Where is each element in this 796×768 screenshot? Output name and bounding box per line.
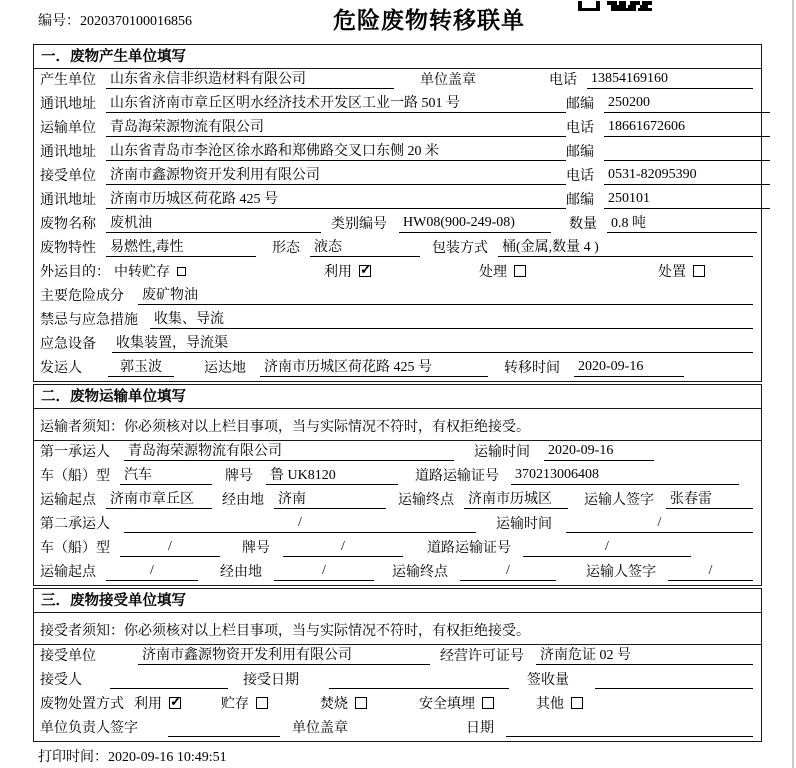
road-license2-label: 道路运输证号 (427, 541, 511, 556)
emergency-equipment-row (34, 333, 761, 357)
signed-amount-value (595, 671, 753, 689)
use-checkbox-icon (359, 265, 371, 277)
sign-date-value (506, 719, 753, 737)
hazard-value: 废矿物油 (138, 284, 753, 305)
transporter-address-value: 山东省青岛市李沧区徐水路和郑佛路交叉口东侧 20 米 (106, 140, 566, 161)
route1-end-value: 济南市历城区 (464, 488, 568, 509)
road-license1-label: 道路运输证号 (415, 469, 499, 484)
disposal-incinerate-checkbox-icon (355, 697, 367, 709)
producer-value: 山东省永信非织造材料有限公司 (106, 68, 394, 89)
disposal-option-landfill: 安全填埋 (419, 693, 494, 713)
vehicle2-label: 车（船）型 (40, 541, 110, 556)
section3-title: 三．废物接受单位填写 (34, 589, 761, 613)
producer-address-label: 通讯地址 (40, 97, 96, 112)
vehicle2-row (34, 537, 761, 561)
route2-sign-label: 运输人签字 (586, 565, 656, 580)
sign-date-label: 日期 (466, 721, 494, 736)
transfer-time-label: 转移时间 (504, 361, 560, 376)
treat-checkbox-icon (514, 265, 526, 277)
receiver-row (34, 165, 761, 189)
page-edge-line (792, 0, 794, 768)
disposal-label: 废物处置方式 (40, 697, 124, 712)
signature-row (34, 717, 761, 741)
carrier1-value: 青岛海荣源物流有限公司 (124, 440, 454, 461)
receive-notice-text: 接受者须知：你必须核对以上栏目事项，当与实际情况不符时，有权拒绝接受。 (40, 623, 530, 639)
route2-via-label: 经由地 (220, 565, 262, 580)
transport-notice-text: 运输者须知：你必须核对以上栏目事项，当与实际情况不符时，有权拒绝接受。 (40, 419, 530, 435)
emergency-measures-value: 收集、导流 (150, 308, 753, 329)
route2-start-value: / (106, 563, 198, 581)
route2-end-value: / (460, 563, 556, 581)
carrier1-time-value: 2020-09-16 (544, 443, 654, 461)
responsible-signature-value (168, 719, 280, 737)
carrier2-label: 第二承运人 (40, 517, 110, 532)
carrier1-time-label: 运输时间 (474, 445, 530, 460)
producer-zip-label: 邮编 (566, 97, 594, 112)
purpose-option-use: 利用 ✓ (324, 261, 371, 281)
emergency-measures-label: 禁忌与应急措施 (40, 313, 138, 328)
route1-via-label: 经由地 (222, 493, 264, 508)
producer-address-row (34, 93, 761, 117)
waste-property-value: 易燃性,毒性 (106, 236, 256, 257)
document-header (0, 0, 796, 42)
route2-sign-value: / (668, 563, 753, 581)
acceptor-row (34, 669, 761, 693)
carrier1-row (34, 441, 761, 465)
route2-start-label: 运输起点 (40, 565, 96, 580)
destination-label: 运达地 (204, 361, 246, 376)
transporter-address-row (34, 141, 761, 165)
disposal-store-checkbox-icon (256, 697, 268, 709)
emergency-equipment-value: 收集装置，导流渠 (112, 332, 753, 353)
print-time-value: 2020-09-16 10:49:51 (108, 750, 227, 765)
disposal-option-use: 利用 ✓ (134, 693, 181, 713)
carrier2-time-label: 运输时间 (496, 517, 552, 532)
carrier2-value: / (124, 515, 476, 533)
waste-property-row (34, 237, 761, 261)
serial-label: 编号： (38, 14, 80, 29)
producer-zip-value: 250200 (604, 95, 770, 113)
acceptor-label: 接受人 (40, 673, 82, 688)
section-receive (33, 588, 762, 742)
transporter-value: 青岛海荣源物流有限公司 (106, 116, 566, 137)
plate2-label: 牌号 (242, 541, 270, 556)
transporter-zip-value (604, 143, 770, 161)
manifest-table (33, 44, 762, 744)
plate1-label: 牌号 (225, 469, 253, 484)
accept-date-label: 接受日期 (243, 673, 299, 688)
disposal-option-incinerate: 焚烧 (320, 693, 367, 713)
print-time (38, 746, 227, 766)
packing-label: 包装方式 (432, 241, 488, 256)
route1-sign-label: 运输人签字 (584, 493, 654, 508)
receive-unit-value: 济南市鑫源物资开发利用有限公司 (138, 644, 430, 665)
waste-category-label: 类别编号 (331, 217, 387, 232)
seal-label: 单位盖章 (420, 73, 476, 88)
waste-name-label: 废物名称 (40, 217, 96, 232)
transporter-phone-label: 电话 (566, 121, 594, 136)
waste-category-value: HW08(900-249-08) (399, 215, 551, 233)
route1-end-label: 运输终点 (398, 493, 454, 508)
plate1-value: 鲁 UK8120 (266, 464, 398, 485)
carrier2-time-value: / (566, 515, 753, 533)
disposal-other-checkbox-icon (571, 697, 583, 709)
transport-notice-row (34, 409, 761, 441)
responsible-signature-label: 单位负责人签字 (40, 721, 138, 736)
producer-address-value: 山东省济南市章丘区明水经济技术开发区工业一路 501 号 (106, 92, 566, 113)
receiver-phone-value: 0531-82095390 (604, 167, 770, 185)
producer-label: 产生单位 (40, 73, 96, 88)
destination-value: 济南市历城区荷花路 425 号 (260, 356, 488, 377)
qr-code-icon (578, 0, 654, 16)
receiver-label: 接受单位 (40, 169, 96, 184)
road-license2-value: / (523, 539, 691, 557)
route1-start-label: 运输起点 (40, 493, 96, 508)
receiver-address-row (34, 189, 761, 213)
transfer-checkbox-icon (177, 267, 186, 276)
operating-license-label: 经营许可证号 (440, 649, 524, 664)
disposal-landfill-checkbox-icon (482, 697, 494, 709)
route1-sign-value: 张春雷 (666, 488, 753, 509)
section-producer (33, 44, 762, 382)
accept-date-value (329, 671, 509, 689)
waste-name-row (34, 213, 761, 237)
section-transport (33, 384, 762, 586)
dispatcher-value: 郭玉波 (108, 356, 174, 377)
purpose-label: 外运目的： (40, 265, 110, 280)
receiver-address-label: 通讯地址 (40, 193, 96, 208)
waste-name-value: 废机油 (106, 212, 321, 233)
hazard-label: 主要危险成分 (40, 289, 124, 304)
route1-via-value: 济南 (274, 488, 386, 509)
route2-end-label: 运输终点 (392, 565, 448, 580)
print-time-label: 打印时间： (38, 750, 108, 765)
receiver-address-value: 济南市历城区荷花路 425 号 (106, 188, 566, 209)
signed-amount-label: 签收量 (527, 673, 569, 688)
route2-via-value: / (274, 563, 374, 581)
vehicle1-label: 车（船）型 (40, 469, 110, 484)
producer-phone-label: 电话 (549, 73, 577, 88)
vehicle1-row (34, 465, 761, 489)
vehicle1-value: 汽车 (120, 464, 212, 485)
vehicle2-value: / (120, 539, 220, 557)
carrier2-row (34, 513, 761, 537)
acceptor-value (110, 671, 228, 689)
route2-row (34, 561, 761, 585)
route1-row (34, 489, 761, 513)
disposal-option-other: 其他 (536, 693, 583, 713)
purpose-option-transfer: 中转贮存 (114, 261, 186, 281)
section2-title: 二．废物运输单位填写 (34, 385, 761, 409)
plate2-value: / (283, 539, 403, 557)
receive-notice-row (34, 613, 761, 645)
receiver-zip-label: 邮编 (566, 193, 594, 208)
transporter-zip-label: 邮编 (566, 145, 594, 160)
route1-start-value: 济南市章丘区 (106, 488, 212, 509)
dispose-checkbox-icon (693, 265, 705, 277)
packing-value: 桶(金属,数量 4 ) (498, 236, 753, 257)
receiver-zip-value: 250101 (604, 191, 770, 209)
waste-quantity-value: 0.8 吨 (607, 212, 757, 233)
receiver-phone-label: 电话 (566, 169, 594, 184)
transporter-address-label: 通讯地址 (40, 145, 96, 160)
emergency-equipment-label: 应急设备 (40, 337, 96, 352)
road-license1-value: 370213006408 (511, 467, 739, 485)
page-title: 危险废物转移联单 (333, 7, 525, 33)
producer-phone-value: 13854169160 (587, 71, 753, 89)
operating-license-value: 济南危证 02 号 (536, 644, 753, 665)
dispatcher-label: 发运人 (40, 361, 82, 376)
purpose-option-dispose: 处置 (658, 261, 705, 281)
waste-form-value: 液态 (310, 236, 420, 257)
serial-number (38, 10, 192, 30)
dispatch-row (34, 357, 761, 381)
transporter-label: 运输单位 (40, 121, 96, 136)
serial-value: 2020370100016856 (80, 14, 192, 29)
receive-unit-row (34, 645, 761, 669)
waste-quantity-label: 数量 (569, 217, 597, 232)
carrier1-label: 第一承运人 (40, 445, 110, 460)
transporter-row (34, 117, 761, 141)
disposal-row (34, 693, 761, 717)
receiver-value: 济南市鑫源物资开发利用有限公司 (106, 164, 566, 185)
transporter-phone-value: 18661672606 (604, 119, 770, 137)
purpose-option-treat: 处理 (479, 261, 526, 281)
receive-unit-label: 接受单位 (40, 649, 96, 664)
disposal-use-checkbox-icon (169, 697, 181, 709)
disposal-option-store: 贮存 (221, 693, 268, 713)
waste-property-label: 废物特性 (40, 241, 96, 256)
producer-row (34, 69, 761, 93)
transfer-time-value: 2020-09-16 (574, 359, 684, 377)
purpose-row (34, 261, 761, 285)
section1-title: 一．废物产生单位填写 (34, 45, 761, 69)
unit-seal-label: 单位盖章 (292, 721, 348, 736)
hazard-row (34, 285, 761, 309)
waste-form-label: 形态 (272, 241, 300, 256)
emergency-measures-row (34, 309, 761, 333)
